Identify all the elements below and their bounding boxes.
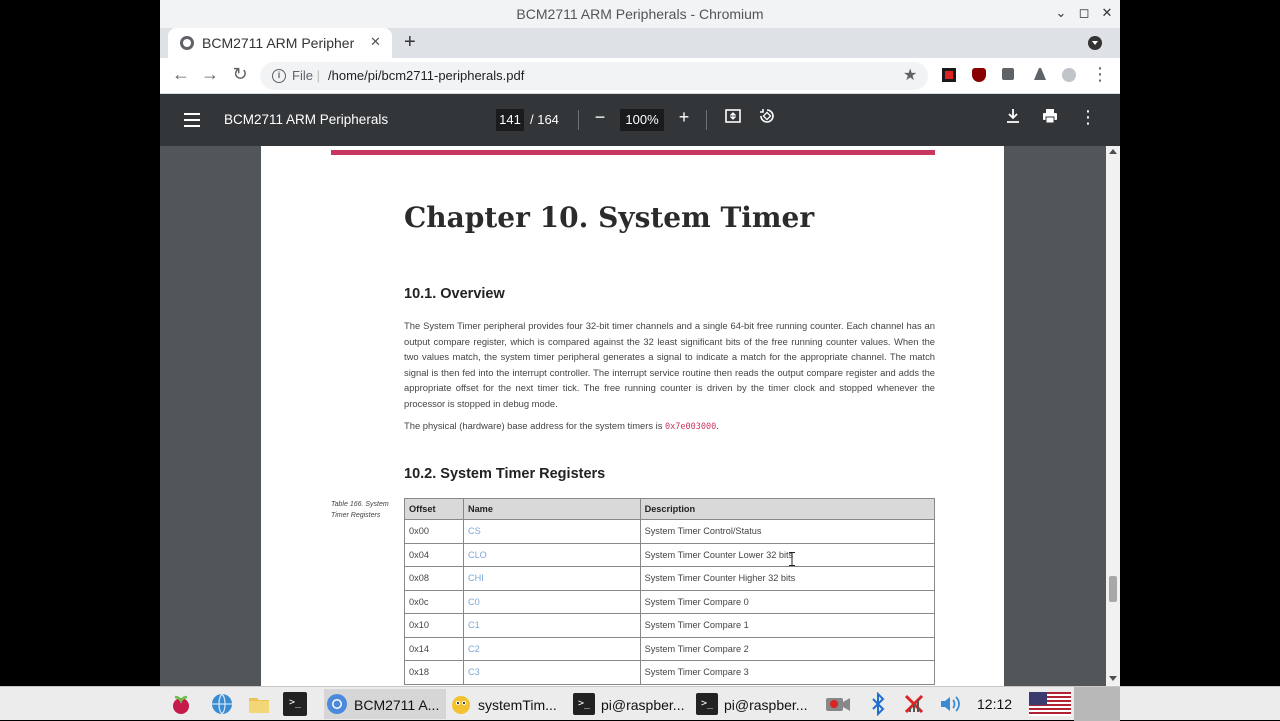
task-label: pi@raspber... [724, 697, 808, 713]
chapter-title: Chapter 10. System Timer [404, 201, 815, 234]
back-button[interactable]: ← [172, 64, 190, 84]
download-icon [1004, 107, 1022, 125]
cell-offset: 0x10 [405, 614, 464, 638]
cell-description: System Timer Counter Lower 32 bits [640, 543, 934, 567]
rotate-icon [758, 107, 776, 125]
network-disconnected-icon[interactable] [902, 692, 926, 716]
task-label: pi@raspber... [601, 697, 685, 713]
register-link[interactable]: C1 [463, 614, 640, 638]
section-overview-heading: 10.1. Overview [404, 286, 505, 302]
ublock-shield-icon[interactable] [972, 68, 986, 82]
url-scheme: File | [292, 68, 320, 83]
url-text[interactable]: /home/pi/bcm2711-peripherals.pdf [328, 68, 525, 83]
reload-button[interactable]: ↻ [232, 64, 248, 84]
task-terminal-1[interactable] [571, 689, 693, 719]
web-browser-globe-icon[interactable] [210, 692, 234, 716]
fit-to-page-icon [724, 107, 742, 125]
terminal-icon: >_ [573, 693, 595, 715]
bookmark-star-icon[interactable]: ★ [903, 67, 918, 84]
table-caption: Table 166. System Timer Registers [331, 501, 389, 519]
cell-offset: 0x08 [405, 567, 464, 591]
cell-description: System Timer Compare 3 [640, 661, 934, 685]
globe-icon [180, 36, 194, 50]
chromium-icon [326, 693, 348, 715]
scroll-down-arrow-icon[interactable] [1109, 676, 1117, 681]
tab-label: BCM2711 ARM Peripher [202, 35, 355, 51]
table-row [405, 661, 935, 685]
text-cursor-icon [789, 552, 795, 566]
base-address-text: The physical (hardware) base address for the system timers is 0x7e003000. [404, 420, 719, 432]
table-row [405, 520, 935, 544]
scrollbar-thumb[interactable] [1109, 576, 1117, 602]
cell-description: System Timer Compare 0 [640, 590, 934, 614]
table-row [405, 543, 935, 567]
new-tab-button[interactable]: + [404, 31, 416, 53]
us-flag-keyboard-layout-icon[interactable] [1029, 692, 1071, 716]
cell-description: System Timer Compare 1 [640, 614, 934, 638]
flask-icon[interactable] [1032, 68, 1046, 82]
register-link[interactable]: C0 [463, 590, 640, 614]
pdf-page [261, 146, 1004, 686]
cell-description: System Timer Control/Status [640, 520, 934, 544]
page-number-input[interactable]: 141 [496, 109, 524, 131]
task-label: BCM2711 A... [354, 697, 440, 713]
cell-description: System Timer Counter Higher 32 bits [640, 567, 934, 591]
cell-description: System Timer Compare 2 [640, 637, 934, 661]
forward-button[interactable]: → [201, 64, 219, 84]
zoom-in-button[interactable]: + [678, 107, 690, 127]
pdf-title: BCM2711 ARM Peripherals [224, 112, 389, 127]
download-button[interactable] [1001, 107, 1025, 130]
table-row [405, 590, 935, 614]
task-geany[interactable] [448, 689, 570, 719]
section-registers-heading: 10.2. System Timer Registers [404, 466, 606, 482]
window-title: BCM2711 ARM Peripherals - Chromium [516, 6, 764, 22]
fit-page-button[interactable] [721, 107, 745, 130]
zoom-level-input[interactable]: 100% [620, 109, 664, 131]
print-icon [1041, 107, 1059, 125]
toolbar-divider [578, 110, 579, 130]
clock[interactable]: 12:12 [977, 696, 1013, 712]
geany-icon [450, 693, 472, 715]
table-row [405, 614, 935, 638]
cell-offset: 0x04 [405, 543, 464, 567]
base-address-value: 0x7e003000 [665, 422, 717, 432]
page-total: / 164 [530, 112, 559, 127]
browser-toolbar [160, 58, 1120, 94]
pdf-viewport[interactable] [160, 146, 1120, 686]
cell-offset: 0x0c [405, 590, 464, 614]
tab-strip [160, 28, 1120, 58]
register-link[interactable]: C2 [463, 637, 640, 661]
toolbar-divider [706, 110, 707, 130]
table-row [405, 567, 935, 591]
scroll-up-arrow-icon[interactable] [1109, 149, 1117, 154]
print-button[interactable] [1038, 107, 1062, 130]
info-icon[interactable]: i [272, 69, 286, 83]
overview-paragraph: The System Timer peripheral provides four 32-bit timer channels and a single 64-bit free running counter. Each channel has an output compare register, which is compared against the 32 least significant bits of the free running counter values. When the two values match, the system timer peripheral generates a signal to indicate a match for the appropriate channel. The match signal is then fed into the interrupt controller. The interrupt service routine then reads the output compare register and adds the appropriate offset for the next timer tick. The free running counter is driven by the timer clock and stopped whenever the processor is stopped in debug mode. [404, 320, 935, 409]
minimize-button[interactable]: ⌄ [1055, 5, 1067, 20]
register-link[interactable]: CHI [463, 567, 640, 591]
profile-avatar-icon[interactable] [1062, 68, 1076, 82]
task-chromium[interactable] [324, 689, 446, 719]
cell-offset: 0x18 [405, 661, 464, 685]
tab-close-icon[interactable]: ✕ [370, 34, 381, 49]
cell-offset: 0x00 [405, 520, 464, 544]
header-rule [331, 150, 935, 155]
vertical-scrollbar[interactable] [1106, 146, 1120, 686]
tab-bcm2711[interactable] [168, 28, 392, 58]
pdf-more-options-button[interactable]: ⋮ [1079, 107, 1097, 127]
task-label: systemTim... [478, 697, 557, 713]
register-link[interactable]: C3 [463, 661, 640, 685]
terminal-icon: >_ [696, 693, 718, 715]
address-bar[interactable] [260, 62, 928, 90]
taskbar [0, 686, 1280, 720]
volume-icon[interactable] [938, 692, 962, 716]
register-link[interactable]: CS [463, 520, 640, 544]
cell-offset: 0x14 [405, 637, 464, 661]
rotate-button[interactable] [755, 107, 779, 130]
zoom-out-button[interactable]: − [594, 107, 606, 127]
hamburger-menu-icon[interactable] [184, 113, 200, 127]
file-manager-folder-icon[interactable] [247, 692, 271, 716]
tab-search-icon[interactable] [1088, 36, 1102, 50]
raspberry-menu-icon[interactable] [169, 692, 193, 716]
pdf-toolbar [160, 94, 1120, 146]
header-name: Name [463, 499, 640, 520]
maximize-button[interactable]: ◻ [1078, 5, 1090, 20]
terminal-launcher-icon[interactable]: >_ [283, 692, 307, 716]
close-window-button[interactable]: ✕ [1101, 5, 1113, 20]
register-link[interactable]: CLO [463, 543, 640, 567]
table-row [405, 637, 935, 661]
task-terminal-2[interactable] [694, 689, 816, 719]
show-desktop-icon[interactable] [1074, 687, 1120, 721]
header-offset: Offset [405, 499, 464, 520]
title-bar [160, 0, 1120, 28]
extension-red-icon[interactable] [942, 68, 956, 82]
bluetooth-icon[interactable] [866, 692, 890, 716]
header-description: Description [640, 499, 934, 520]
screen-recorder-icon[interactable] [825, 692, 849, 716]
register-table [404, 498, 935, 685]
browser-menu-button[interactable]: ⋮ [1091, 64, 1109, 84]
extensions-puzzle-icon[interactable] [1002, 68, 1016, 82]
chromium-window [160, 0, 1120, 686]
table-header-row [405, 499, 935, 520]
